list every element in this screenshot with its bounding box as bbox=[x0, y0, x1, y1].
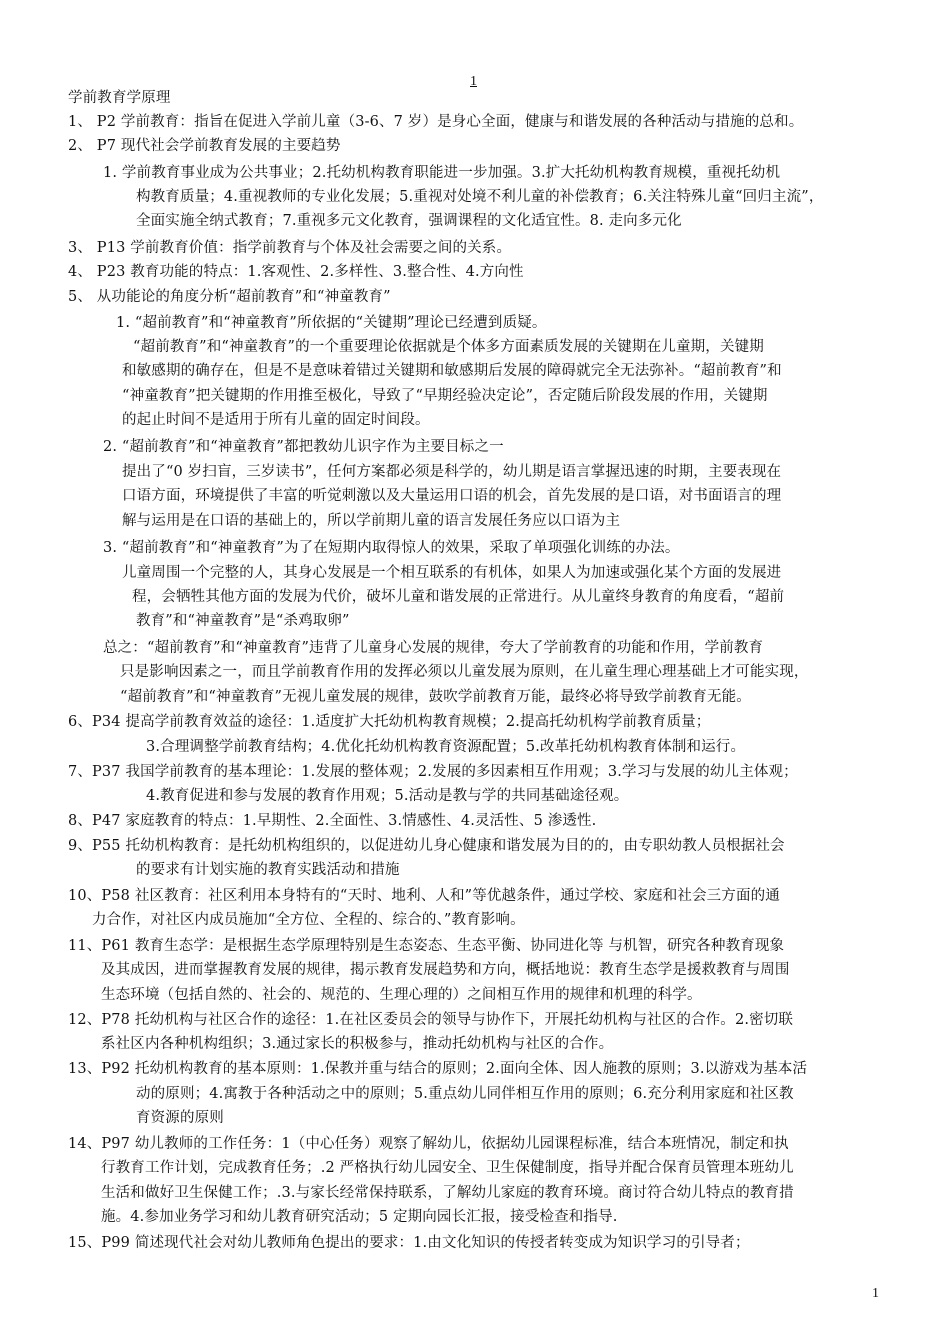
footer-page-number: 1 bbox=[872, 1286, 879, 1301]
text-line: 8、P47 家庭教育的特点：1.早期性、2.全面性、3.情感性、4.灵活性、5 渗透性. bbox=[68, 813, 597, 829]
text-line: 14、P97 幼儿教师的工作任务：1（中心任务）观察了解幼儿，依据幼儿园课程标准，结合本班情况，制定和执 bbox=[68, 1136, 789, 1152]
text-line: 总之：“超前教育”和“神童教育”违背了儿童身心发展的规律，夸大了学前教育的功能和作用，学前教育 bbox=[103, 640, 764, 656]
text-line: 11、P61 教育生态学：是根据生态学原理特别是生态姿态、生态平衡、协同进化等 与机智，研究各种教育现象 bbox=[68, 938, 785, 954]
text-line: 行教育工作计划，完成教育任务；.2 严格执行幼儿园安全、卫生保健制度，指导并配合保育员管理本班幼儿 bbox=[101, 1160, 794, 1176]
text-line: 儿童周围一个完整的人，其身心发展是一个相互联系的有机体，如果人为加速或强化某个方面的发展进 bbox=[122, 565, 782, 581]
text-line: 程，会牺牲其他方面的发展为代价，破坏儿童和谐发展的正常进行。从儿童终身教育的角度看，“超前 bbox=[132, 589, 785, 605]
text-line: 育资源的原则 bbox=[136, 1110, 224, 1126]
text-line: 2. “超前教育”和“神童教育”都把教幼儿识字作为主要目标之一 bbox=[103, 439, 504, 455]
text-line: 13、P92 托幼机构教育的基本原则：1.保教并重与结合的原则；2.面向全体、因人施教的原则；3.以游戏为基本活 bbox=[68, 1061, 808, 1077]
text-line: 和敏感期的确存在，但是不是意味着错过关键期和敏感期后发展的障碍就完全无法弥补。“超前教育”和 bbox=[122, 363, 782, 379]
header-page-number: 1 bbox=[470, 74, 477, 89]
text-line: 3.合理调整学前教育结构；4.优化托幼机构教育资源配置；5.改革托幼机构教育体制和运行。 bbox=[146, 739, 746, 755]
document-title: 学前教育学原理 bbox=[68, 90, 171, 106]
text-line: 15、P99 简述现代社会对幼儿教师角色提出的要求：1.由文化知识的传授者转变成为知识学习的引导者； bbox=[68, 1235, 750, 1251]
text-line: 1. “超前教育”和“神童教育”所依据的“关键期”理论已经遭到质疑。 bbox=[116, 315, 547, 331]
text-line: 4.教育促进和参与发展的教育作用观；5.活动是教与学的共同基础途径观。 bbox=[146, 788, 629, 804]
text-line: 生活和做好卫生保健工作；.3.与家长经常保持联系，了解幼儿家庭的教育环境。商讨符合幼儿特点的教育措 bbox=[101, 1185, 794, 1201]
text-line: 1、 P2 学前教育：指旨在促进入学前儿童（3-6、7 岁）是身心全面，健康与和谐发展的各种活动与措施的总和。 bbox=[68, 114, 804, 130]
text-line: 只是影响因素之一，而且学前教育作用的发挥必须以儿童发展为原则，在儿童生理心理基础上才可能实现， bbox=[120, 664, 809, 680]
text-line: 系社区内各种机构组织；3.通过家长的积极参与，推动托幼机构与社区的合作。 bbox=[101, 1036, 614, 1052]
text-line: 构教育质量；4.重视教师的专业化发展；5.重视对处境不利儿童的补偿教育；6.关注特殊儿童“回归主流”， bbox=[136, 189, 824, 205]
text-line: 3. “超前教育”和“神童教育”为了在短期内取得惊人的效果，采取了单项强化训练的办法。 bbox=[103, 540, 680, 556]
text-line: 施。4.参加业务学习和幼儿教育研究活动；5 定期向园长汇报，接受检查和指导. bbox=[101, 1209, 618, 1225]
text-line: 4、 P23 教育功能的特点：1.客观性、2.多样性、3.整合性、4.方向性 bbox=[68, 264, 524, 280]
text-line: 12、P78 托幼机构与社区合作的途径：1.在社区委员会的领导与协作下，开展托幼机构与社区的合作。2.密切联 bbox=[68, 1012, 794, 1028]
text-line: 生态环境（包括自然的、社会的、规范的、生理心理的）之间相互作用的规律和机理的科学。 bbox=[101, 987, 702, 1003]
text-line: 全面实施全纳式教育；7.重视多元文化教育，强调课程的文化适宜性。8. 走向多元化 bbox=[136, 213, 682, 229]
text-line: 10、P58 社区教育：社区利用本身特有的“天时、地利、人和”等优越条件，通过学校、家庭和社会三方面的通 bbox=[68, 888, 780, 904]
text-line: 解与运用是在口语的基础上的，所以学前期儿童的语言发展任务应以口语为主 bbox=[122, 513, 621, 529]
text-line: 的起止时间不是适用于所有儿童的固定时间段。 bbox=[122, 412, 430, 428]
text-line: 5、 从功能论的角度分析“超前教育”和“神童教育” bbox=[68, 289, 391, 305]
text-line: “超前教育”和“神童教育”的一个重要理论依据就是个体多方面素质发展的关键期在儿童期，关键期 bbox=[133, 339, 764, 355]
text-line: 动的原则；4.寓教于各种活动之中的原则；5.重点幼儿同伴相互作用的原则；6.充分利用家庭和社区教 bbox=[136, 1086, 794, 1102]
text-line: “超前教育”和“神童教育”无视儿童发展的规律，鼓吹学前教育万能，最终必将导致学前教育无能。 bbox=[120, 689, 751, 705]
text-line: 1. 学前教育事业成为公共事业；2.托幼机构教育职能进一步加强。3.扩大托幼机构教育规模，重视托幼机 bbox=[103, 165, 781, 181]
text-line: 口语方面，环境提供了丰富的听觉刺激以及大量运用口语的机会，首先发展的是口语，对书面语言的理 bbox=[122, 488, 782, 504]
text-line: 力合作，对社区内成员施加“全方位、全程的、综合的、”教育影响。 bbox=[92, 912, 525, 928]
text-line: 6、P34 提高学前教育效益的途径：1.适度扩大托幼机构教育规模；2.提高托幼机构学前教育质量； bbox=[68, 714, 711, 730]
text-line: 教育”和“神童教育”是“杀鸡取卵” bbox=[136, 613, 350, 629]
text-line: 的要求有计划实施的教育实践活动和措施 bbox=[136, 862, 400, 878]
text-line: 9、P55 托幼机构教育：是托幼机构组织的，以促进幼儿身心健康和谐发展为目的的，由专职幼教人员根据社会 bbox=[68, 838, 785, 854]
text-line: 3、 P13 学前教育价值：指学前教育与个体及社会需要之间的关系。 bbox=[68, 240, 512, 256]
text-line: 提出了“0 岁扫盲，三岁读书”，任何方案都必须是科学的，幼儿期是语言掌握迅速的时期，主要表现在 bbox=[122, 464, 782, 480]
text-line: “神童教育”把关键期的作用推至极化，导致了“早期经验决定论”，否定随后阶段发展的作用，关键期 bbox=[122, 388, 768, 404]
text-line: 7、P37 我国学前教育的基本理论：1.发展的整体观；2.发展的多因素相互作用观；3.学习与发展的幼儿主体观； bbox=[68, 764, 798, 780]
text-line: 2、 P7 现代社会学前教育发展的主要趋势 bbox=[68, 138, 341, 154]
text-line: 及其成因，进而掌握教育发展的规律，揭示教育发展趋势和方向，概括地说：教育生态学是援救教育与周围 bbox=[101, 962, 790, 978]
